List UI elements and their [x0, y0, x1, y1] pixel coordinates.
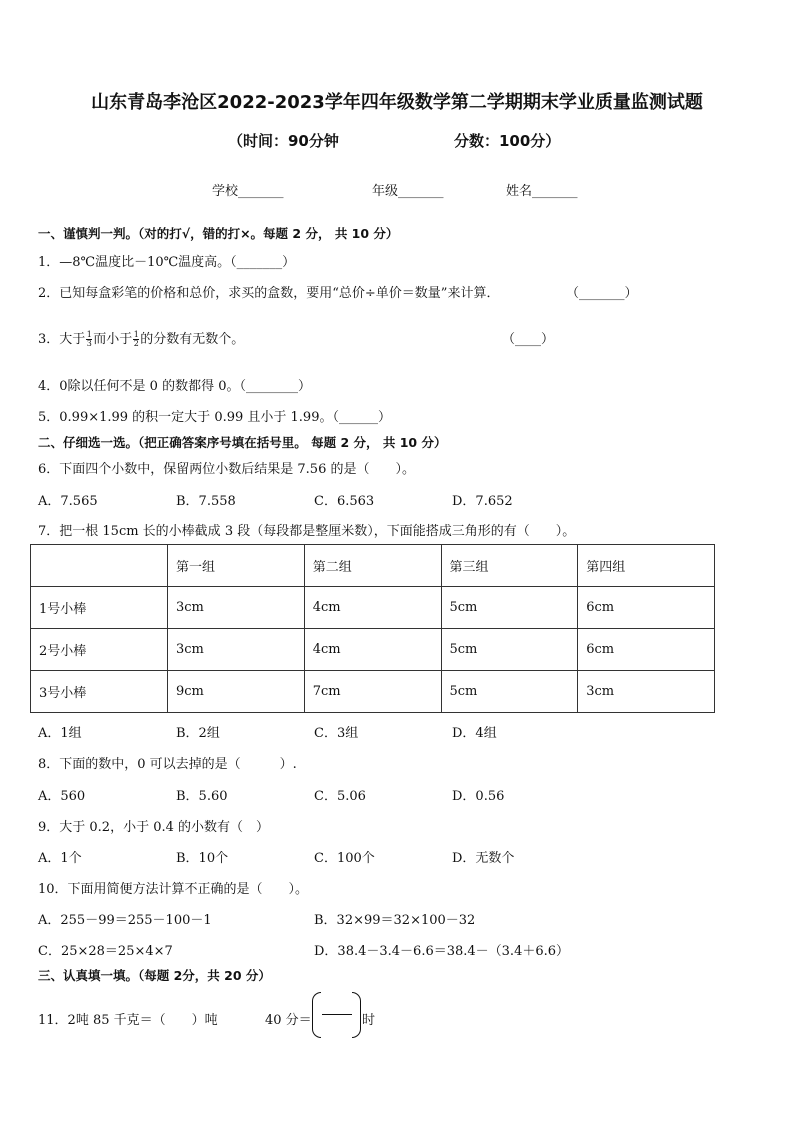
table-cell: 9cm: [168, 671, 305, 713]
q6-option-c: C．6.563: [314, 494, 375, 509]
question-3-suffix: 的分数有无数个。: [140, 332, 245, 347]
table-cell: 5cm: [441, 587, 578, 629]
table-row: [31, 587, 715, 629]
table-header-cell: 第三组: [441, 545, 578, 587]
table-row: [31, 629, 715, 671]
q8-option-d: D．0.56: [452, 789, 505, 804]
table-row: [31, 671, 715, 713]
question-8: 8．下面的数中，0 可以去掉的是（ ）.: [38, 757, 297, 772]
table-row-label: 3号小棒: [31, 671, 168, 713]
q6-option-d: D．7.652: [452, 494, 513, 509]
table-cell: 5cm: [441, 671, 578, 713]
q6-option-a: A．7.565: [38, 494, 98, 509]
fraction-line: [322, 1014, 352, 1015]
fraction-blank: [312, 992, 362, 1038]
question-3-mid: 而小于: [93, 332, 133, 347]
table-cell: 4cm: [304, 629, 441, 671]
section-2-heading: 二、仔细选一选。（把正确答案序号填在括号里。 每题 2 分， 共 10 分）: [38, 435, 447, 450]
q7-option-b: B．2组: [176, 726, 220, 741]
table-cell: 5cm: [441, 629, 578, 671]
stick-length-table: [30, 544, 715, 713]
q8-option-c: C．5.06: [314, 789, 366, 804]
question-2-blank: （_______）: [566, 286, 638, 301]
table-cell: [31, 545, 168, 587]
table-cell: 3cm: [168, 629, 305, 671]
table-cell: 3cm: [578, 671, 715, 713]
question-11-part1: 11．2吨 85 千克＝（ ）吨: [38, 1013, 218, 1028]
table-cell: 7cm: [304, 671, 441, 713]
time-info: （时间：90分钟: [228, 132, 339, 150]
table-cell: 6cm: [578, 629, 715, 671]
question-10: 10．下面用简便方法计算不正确的是（ ）。: [38, 882, 309, 897]
right-paren-icon: [352, 992, 361, 1038]
question-3-prefix: 3．大于: [38, 332, 86, 347]
q9-option-b: B．10个: [176, 851, 229, 866]
q9-option-a: A．1个: [38, 851, 82, 866]
fraction-one-third: $\frac{1}{3}$: [86, 330, 92, 348]
question-2: 2．已知每盒彩笔的价格和总价，求买的盒数，要用“总价÷单价＝数量”来计算．: [38, 286, 500, 301]
q10-option-d: D．38.4－3.4－6.6＝38.4－（3.4＋6.6）: [314, 944, 570, 959]
question-11-part2: 40 分＝: [265, 1013, 312, 1028]
q9-option-c: C．100个: [314, 851, 375, 866]
left-paren-icon: [312, 992, 321, 1038]
question-4: 4．0除以任何不是 0 的数都得 0。（________）: [38, 379, 311, 394]
q7-option-d: D．4组: [452, 726, 497, 741]
section-1-heading: 一、谨慎判一判。（对的打√，错的打×。每题 2 分， 共 10 分）: [38, 226, 399, 241]
fraction-one-half: $\frac{1}{2}$: [133, 330, 139, 348]
grade-field: 年级_______: [372, 184, 444, 199]
q6-option-b: B．7.558: [176, 494, 236, 509]
table-header-row: [31, 545, 715, 587]
question-9: 9．大于 0.2，小于 0.4 的小数有（ ）: [38, 820, 270, 835]
question-1: 1．—8℃温度比－10℃温度高。（_______）: [38, 255, 296, 270]
section-3-heading: 三、认真填一填。（每题 2分，共 20 分）: [38, 968, 271, 983]
q10-option-b: B．32×99＝32×100－32: [314, 913, 476, 928]
question-3-blank: （____）: [502, 332, 555, 347]
question-5: 5．0.99×1.99 的积一定大于 0.99 且小于 1.99。（______）: [38, 410, 391, 425]
q10-option-a: A．255－99＝255－100－1: [38, 913, 212, 928]
q8-option-a: A．560: [38, 789, 86, 804]
score-info: 分数：100分）: [454, 132, 561, 150]
question-3: [38, 328, 244, 348]
table-header-cell: 第二组: [304, 545, 441, 587]
question-7: 7．把一根 15cm 长的小棒截成 3 段（每段都是整厘米数），下面能搭成三角形的有（ ）。: [38, 524, 576, 539]
q7-option-a: A．1组: [38, 726, 82, 741]
question-11-part3: 时: [362, 1013, 376, 1028]
table-header-cell: 第一组: [168, 545, 305, 587]
table-row-label: 2号小棒: [31, 629, 168, 671]
exam-title: 山东青岛李沧区2022-2023学年四年级数学第二学期期末学业质量监测试题: [91, 92, 703, 113]
q8-option-b: B．5.60: [176, 789, 228, 804]
table-row-label: 1号小棒: [31, 587, 168, 629]
name-field: 姓名_______: [506, 184, 578, 199]
q7-option-c: C．3组: [314, 726, 359, 741]
q10-option-c: C．25×28＝25×4×7: [38, 944, 173, 959]
school-field: 学校_______: [212, 184, 284, 199]
question-6: 6．下面四个小数中，保留两位小数后结果是 7.56 的是（ ）。: [38, 462, 415, 477]
table-cell: 4cm: [304, 587, 441, 629]
q9-option-d: D．无数个: [452, 851, 515, 866]
table-cell: 6cm: [578, 587, 715, 629]
table-cell: 3cm: [168, 587, 305, 629]
table-header-cell: 第四组: [578, 545, 715, 587]
